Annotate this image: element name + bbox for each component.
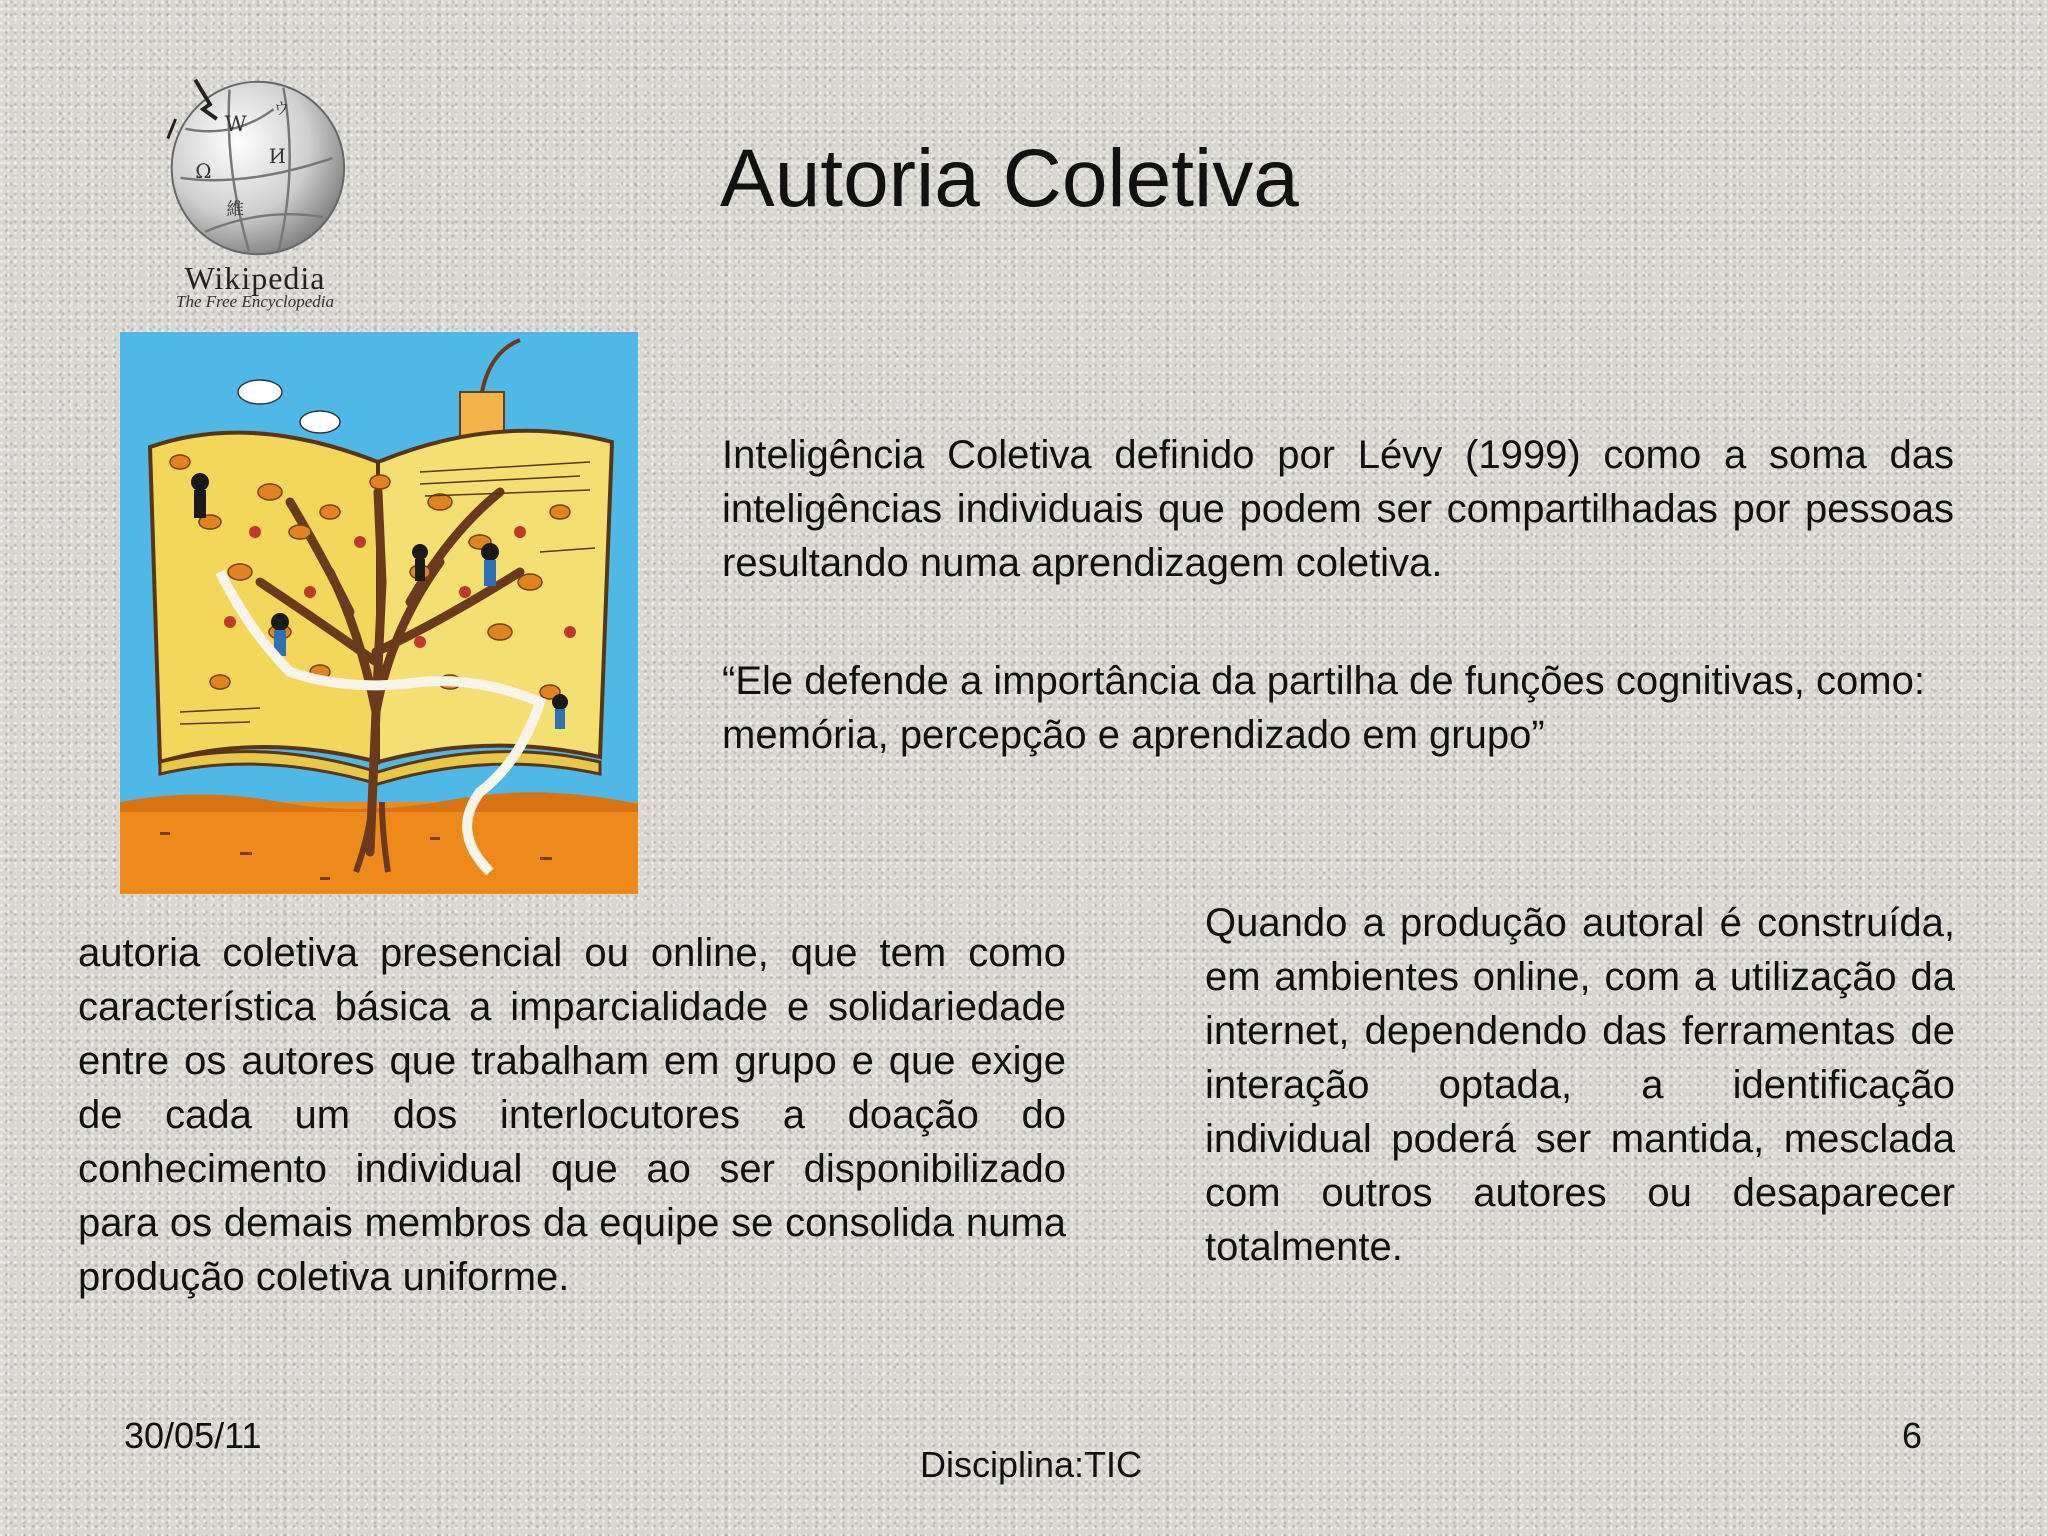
footer-date: 30/05/11 [124, 1415, 262, 1456]
quote-paragraph: “Ele defende a importância da partilha de funções cognitivas, como: memória, percepção e aprendizado em grupo” [722, 659, 1925, 757]
wikipedia-logo [150, 70, 360, 315]
logo-wordmark: Wikipedia [184, 260, 326, 296]
footer-discipline: Disciplina:TIC [920, 1444, 1143, 1485]
svg-text:維: 維 [226, 200, 245, 221]
book-tree-illustration [120, 332, 638, 894]
paragraph-right: Quando a produção autoral é construída, em ambientes online, com a utilização da internet, dependendo das ferramentas de interação optada, a identificação individual poderá ser mantida, mesclada com outros autores ou desaparecer totalmente. [1205, 901, 1955, 1269]
footer-page-number: 6 [1902, 1415, 1923, 1456]
paragraph-intro: Inteligência Coletiva definido por Lévy (1999) como a soma das inteligências individuais que podem ser compartilhadas por pessoas resultando numa aprendizagem coletiva. [722, 433, 1954, 585]
paragraph-left: autoria coletiva presencial ou online, que tem como característica básica a imparcialidade e solidariedade entre os autores que trabalham em grupo e que exige de cada um dos interlocutores a doação do conhecimento individual que ao ser disponibilizado para os demais membros da equipe se consolida numa produção coletiva uniforme. [78, 931, 1066, 1299]
svg-text:Ω: Ω [195, 159, 212, 183]
svg-text:W: W [224, 111, 247, 137]
svg-text:ウ: ウ [273, 99, 290, 119]
puzzle-globe-icon [156, 70, 352, 266]
logo-tagline: The Free Encyclopedia [176, 292, 334, 311]
slide-title: Autoria Coletiva [720, 133, 1299, 224]
svg-text:И: И [268, 145, 286, 169]
